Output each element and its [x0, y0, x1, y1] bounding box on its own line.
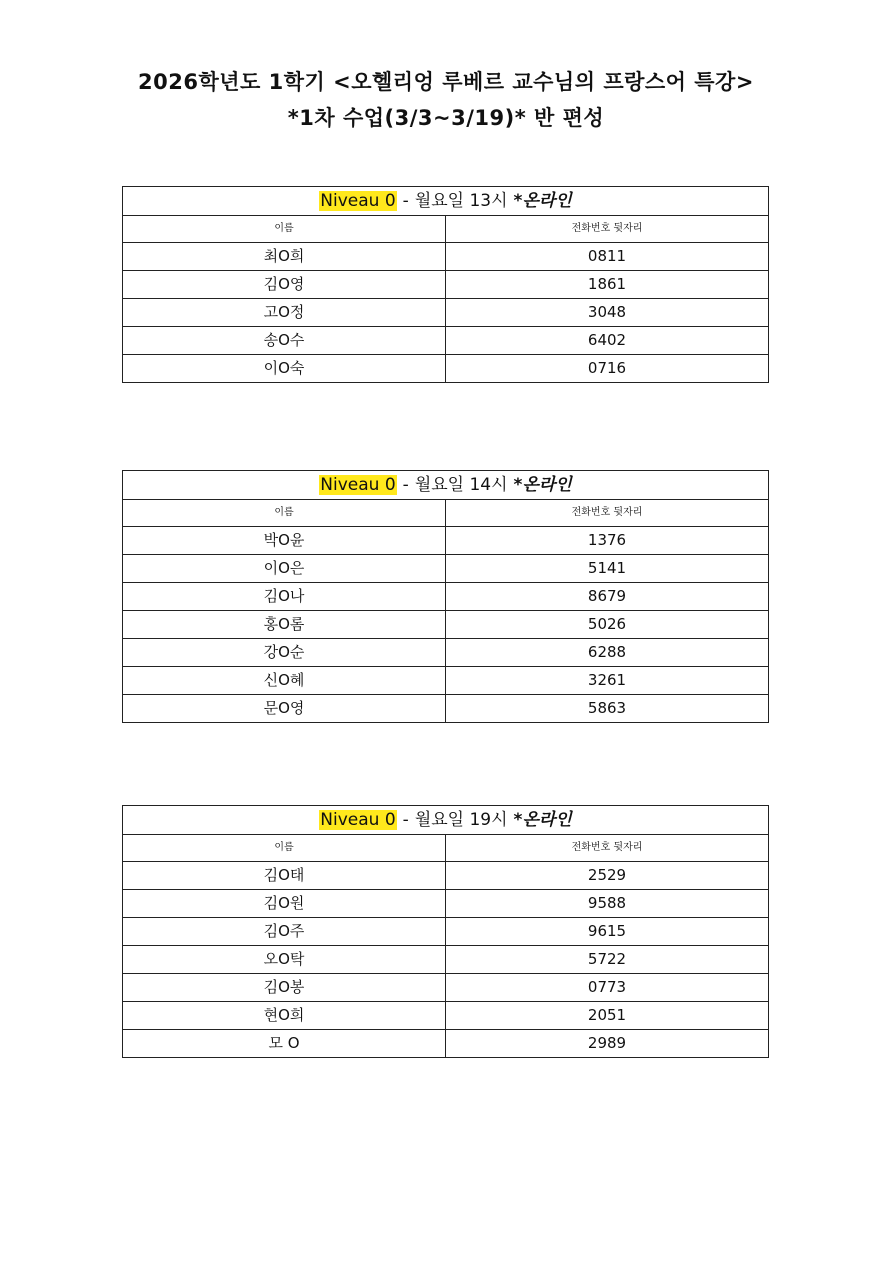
online-label: *온라인 — [513, 810, 572, 830]
phone-digits-cell: 2989 — [446, 1030, 769, 1058]
student-name-cell: 이O숙 — [123, 355, 446, 383]
column-header-row — [123, 216, 769, 243]
student-name-cell: 김O주 — [123, 918, 446, 946]
student-name-cell: 이O은 — [123, 555, 446, 583]
student-name-cell: 김O영 — [123, 271, 446, 299]
column-header-name: 이름 — [123, 216, 446, 243]
student-name-cell: 김O태 — [123, 862, 446, 890]
student-name-cell: 신O혜 — [123, 667, 446, 695]
phone-digits-cell: 0773 — [446, 974, 769, 1002]
phone-digits-cell: 6288 — [446, 639, 769, 667]
table-row — [123, 355, 769, 383]
separator-dash: - — [402, 810, 409, 830]
phone-digits-cell: 1376 — [446, 527, 769, 555]
column-header-phone: 전화번호 뒷자리 — [446, 500, 769, 527]
student-name-cell: 모 O — [123, 1030, 446, 1058]
phone-digits-cell: 9615 — [446, 918, 769, 946]
level-label: Niveau 0 — [320, 475, 396, 495]
table-header-row — [123, 806, 769, 835]
column-header-name: 이름 — [123, 835, 446, 862]
phone-digits-cell: 6402 — [446, 327, 769, 355]
phone-digits-cell: 5863 — [446, 695, 769, 723]
table-row — [123, 527, 769, 555]
student-name-cell: 박O윤 — [123, 527, 446, 555]
student-name-cell: 강O순 — [123, 639, 446, 667]
table-row — [123, 583, 769, 611]
table-row — [123, 667, 769, 695]
phone-digits-cell: 3261 — [446, 667, 769, 695]
phone-digits-cell: 2051 — [446, 1002, 769, 1030]
table-header-row — [123, 471, 769, 500]
separator-dash: - — [402, 191, 409, 211]
table-row — [123, 946, 769, 974]
class-header — [123, 471, 769, 500]
class-table-monday-13 — [122, 186, 769, 383]
level-label: Niveau 0 — [320, 810, 396, 830]
phone-digits-cell: 1861 — [446, 271, 769, 299]
class-table-monday-14 — [122, 470, 769, 723]
phone-digits-cell: 0716 — [446, 355, 769, 383]
student-name-cell: 홍O롬 — [123, 611, 446, 639]
column-header-row — [123, 835, 769, 862]
class-header — [123, 806, 769, 835]
student-name-cell: 최O희 — [123, 243, 446, 271]
student-name-cell: 현O희 — [123, 1002, 446, 1030]
student-name-cell: 김O원 — [123, 890, 446, 918]
column-header-phone: 전화번호 뒷자리 — [446, 216, 769, 243]
column-header-phone: 전화번호 뒷자리 — [446, 835, 769, 862]
level-label: Niveau 0 — [320, 191, 396, 211]
phone-digits-cell: 9588 — [446, 890, 769, 918]
table-row — [123, 890, 769, 918]
student-name-cell: 오O탁 — [123, 946, 446, 974]
phone-digits-cell: 5026 — [446, 611, 769, 639]
table-row — [123, 695, 769, 723]
table-row — [123, 299, 769, 327]
table-row — [123, 1002, 769, 1030]
class-header — [123, 187, 769, 216]
student-name-cell: 고O정 — [123, 299, 446, 327]
table-row — [123, 611, 769, 639]
student-name-cell: 송O수 — [123, 327, 446, 355]
table-row — [123, 862, 769, 890]
separator-dash: - — [402, 475, 409, 495]
table-row — [123, 243, 769, 271]
schedule-label: 월요일 14시 — [414, 475, 508, 495]
table-header-row — [123, 187, 769, 216]
phone-digits-cell: 0811 — [446, 243, 769, 271]
table-row — [123, 639, 769, 667]
column-header-name: 이름 — [123, 500, 446, 527]
phone-digits-cell: 5722 — [446, 946, 769, 974]
online-label: *온라인 — [513, 475, 572, 495]
phone-digits-cell: 5141 — [446, 555, 769, 583]
table-row — [123, 327, 769, 355]
online-label: *온라인 — [513, 191, 572, 211]
table-row — [123, 271, 769, 299]
schedule-label: 월요일 19시 — [414, 810, 508, 830]
table-row — [123, 555, 769, 583]
student-name-cell: 김O봉 — [123, 974, 446, 1002]
page-subtitle: *1차 수업(3/3~3/19)* 반 편성 — [287, 106, 605, 130]
column-header-row — [123, 500, 769, 527]
class-table-monday-19 — [122, 805, 769, 1058]
student-name-cell: 김O나 — [123, 583, 446, 611]
table-row — [123, 974, 769, 1002]
phone-digits-cell: 2529 — [446, 862, 769, 890]
table-row — [123, 918, 769, 946]
phone-digits-cell: 3048 — [446, 299, 769, 327]
student-name-cell: 문O영 — [123, 695, 446, 723]
schedule-label: 월요일 13시 — [414, 191, 508, 211]
page-title: 2026학년도 1학기 <오헬리엉 루베르 교수님의 프랑스어 특강> — [138, 70, 754, 94]
table-row — [123, 1030, 769, 1058]
phone-digits-cell: 8679 — [446, 583, 769, 611]
